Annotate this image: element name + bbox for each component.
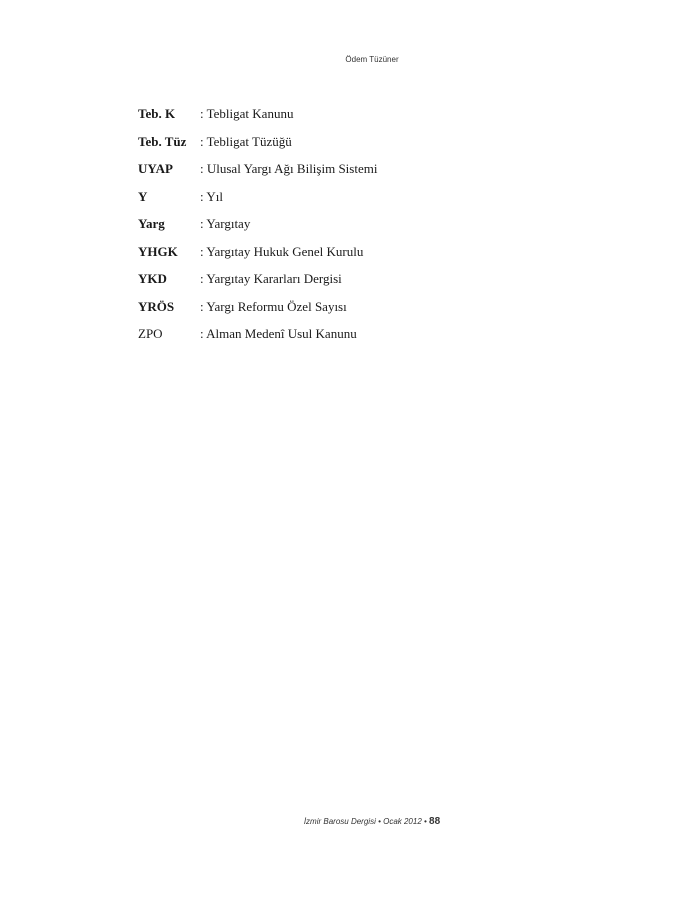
list-item <box>138 161 558 189</box>
page-footer <box>0 816 700 827</box>
abbreviation-term: UYAP <box>138 161 173 176</box>
abbreviation-definition: : Yıl <box>200 188 223 204</box>
page-number: 88 <box>429 816 441 827</box>
abbreviation-definition: : Tebligat Kanunu <box>200 106 294 121</box>
abbreviation-definition: : Tebligat Tüzüğü <box>200 133 292 149</box>
list-item <box>138 244 558 272</box>
list-item <box>138 271 558 299</box>
abbreviation-definition: : Yargıtay Hukuk Genel Kurulu <box>200 243 364 259</box>
abbreviation-definition: : Yargı Reformu Özel Sayısı <box>200 298 347 314</box>
abbreviation-term: YKD <box>138 271 167 286</box>
list-item <box>138 189 558 217</box>
abbreviation-definition: : Yargıtay Kararları Dergisi <box>200 271 342 286</box>
header-author: Ödem Tüzüner <box>345 55 399 64</box>
footer-journal: İzmir Barosu Dergisi • Ocak 2012 • <box>303 817 427 826</box>
list-item <box>138 134 558 162</box>
abbreviation-term: Yarg <box>138 216 165 231</box>
list-item <box>138 299 558 327</box>
abbreviation-definition: : Yargıtay <box>200 216 251 231</box>
list-item <box>138 326 558 354</box>
abbreviation-definition: : Ulusal Yargı Ağı Bilişim Sistemi <box>200 161 378 176</box>
abbreviation-definition: : Alman Medenî Usul Kanunu <box>200 326 357 341</box>
abbreviation-term: Teb. K <box>138 106 176 121</box>
abbreviation-list <box>138 106 558 354</box>
abbreviation-term: ZPO <box>138 326 163 341</box>
list-item <box>138 106 558 134</box>
abbreviation-term: Teb. Tüz <box>138 133 187 149</box>
abbreviation-term: Y <box>138 188 148 204</box>
running-header <box>0 55 700 64</box>
list-item <box>138 216 558 244</box>
abbreviation-term: YRÖS <box>138 298 175 314</box>
abbreviation-term: YHGK <box>138 243 178 259</box>
